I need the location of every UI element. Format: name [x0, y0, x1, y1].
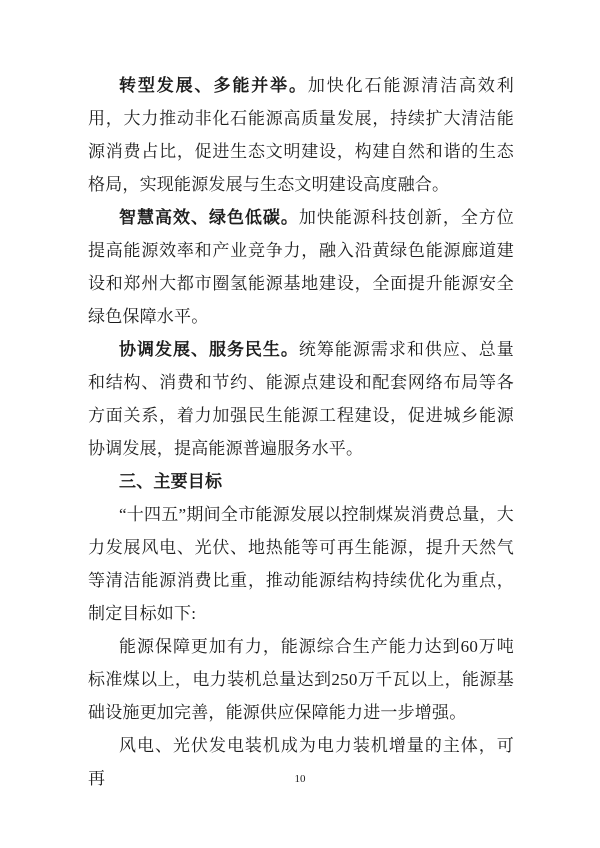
paragraph-lead-bold: 转型发展、多能并举。 [119, 76, 308, 95]
section-heading-main-targets: 三、主要目标 [119, 472, 223, 491]
paragraph-text: 加快化石能源清洁高效利用，大力推动非化石能源高质量发展，持续扩大清洁能源消费占比，促进生态文明建设，构建自然和谐的生态格局，实现能源发展与生态文明建设高度融合。 [88, 76, 515, 194]
paragraph-energy-security-target: 能源保障更加有力，能源综合生产能力达到60万吨标准煤以上，电力装机总量达到250万千瓦以上，能源基础设施更加完善，能源供应保障能力进一步增强。 [88, 637, 514, 722]
paragraph-wind-solar-growth: 风电、光伏发电装机成为电力装机增量的主体，可再 [88, 736, 514, 788]
paragraph-coordinated-development [88, 333, 514, 465]
paragraph-transform-development [88, 69, 514, 201]
paragraph-text: 统筹能源需求和供应、总量和结构、消费和节约、能源点建设和配套网络布局等各方面关系，着力加强民生能源工程建设，促进城乡能源协调发展，提高能源普遍服务水平。 [88, 340, 514, 458]
document-body [88, 69, 514, 795]
paragraph-lead-bold: 智慧高效、绿色低碳。 [119, 208, 299, 227]
page-number: 10 [294, 773, 306, 785]
paragraph-text: 加快能源科技创新，全方位提高能源效率和产业竞争力，融入沿黄绿色能源廊道建设和郑州大都市圈氢能源基地建设，全面提升能源安全绿色保障水平。 [88, 208, 514, 326]
paragraph-smart-efficient [88, 201, 514, 333]
paragraph-lead-bold: 协调发展、服务民生。 [119, 340, 299, 359]
paragraph-14th-five-year-plan: “十四五”期间全市能源发展以控制煤炭消费总量，大力发展风电、光伏、地热能等可再生能源，提升天然气等清洁能源消费比重，推动能源结构持续优化为重点，制定目标如下: [88, 505, 514, 623]
